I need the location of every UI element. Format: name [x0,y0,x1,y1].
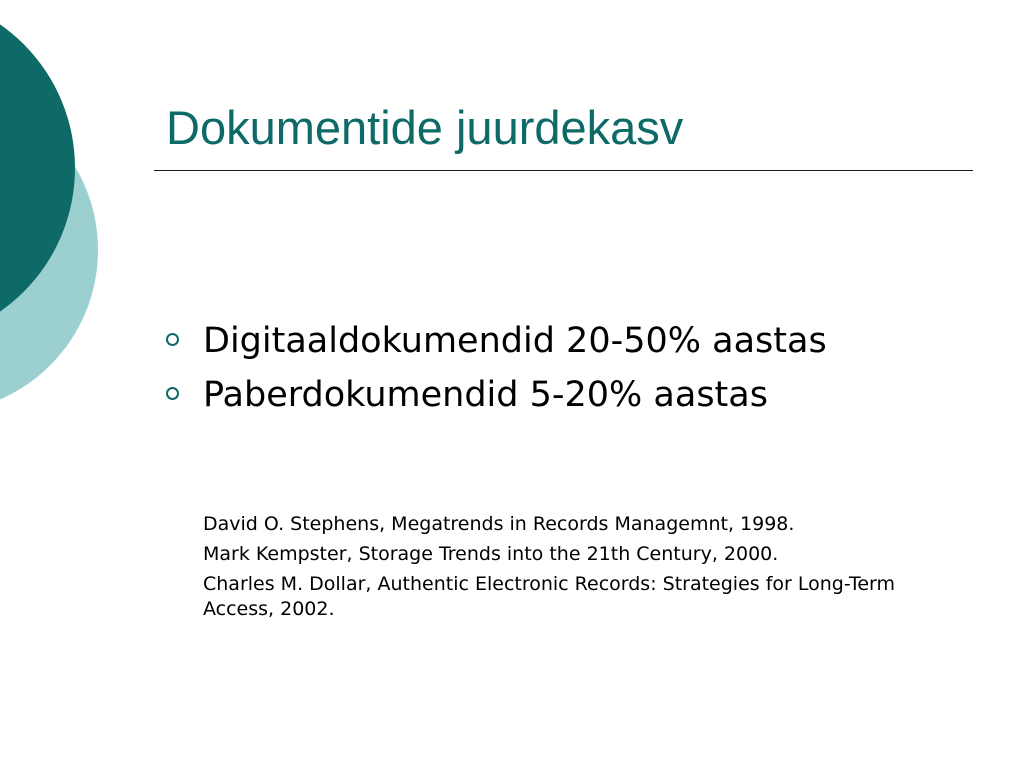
reference-item: Mark Kempster, Storage Trends into the 21th Century, 2000. [203,543,779,565]
bullet-text: Paberdokumendid 5-20% aastas [203,375,768,415]
reference-item: Charles M. Dollar, Authentic Electronic Records: Strategies for Long-Term Access, 2002. [203,573,896,620]
decorative-circles [0,0,110,420]
slide-title: Dokumentide juurdekasv [166,101,684,154]
reference-list [203,512,933,627]
title-divider [154,170,973,171]
hollow-circle-bullet-icon [166,333,179,346]
bullet-text: Digitaaldokumendid 20-50% aastas [203,321,827,361]
reference-item: David O. Stephens, Megatrends in Records Managemnt, 1998. [203,513,795,535]
hollow-circle-bullet-icon [166,387,179,400]
